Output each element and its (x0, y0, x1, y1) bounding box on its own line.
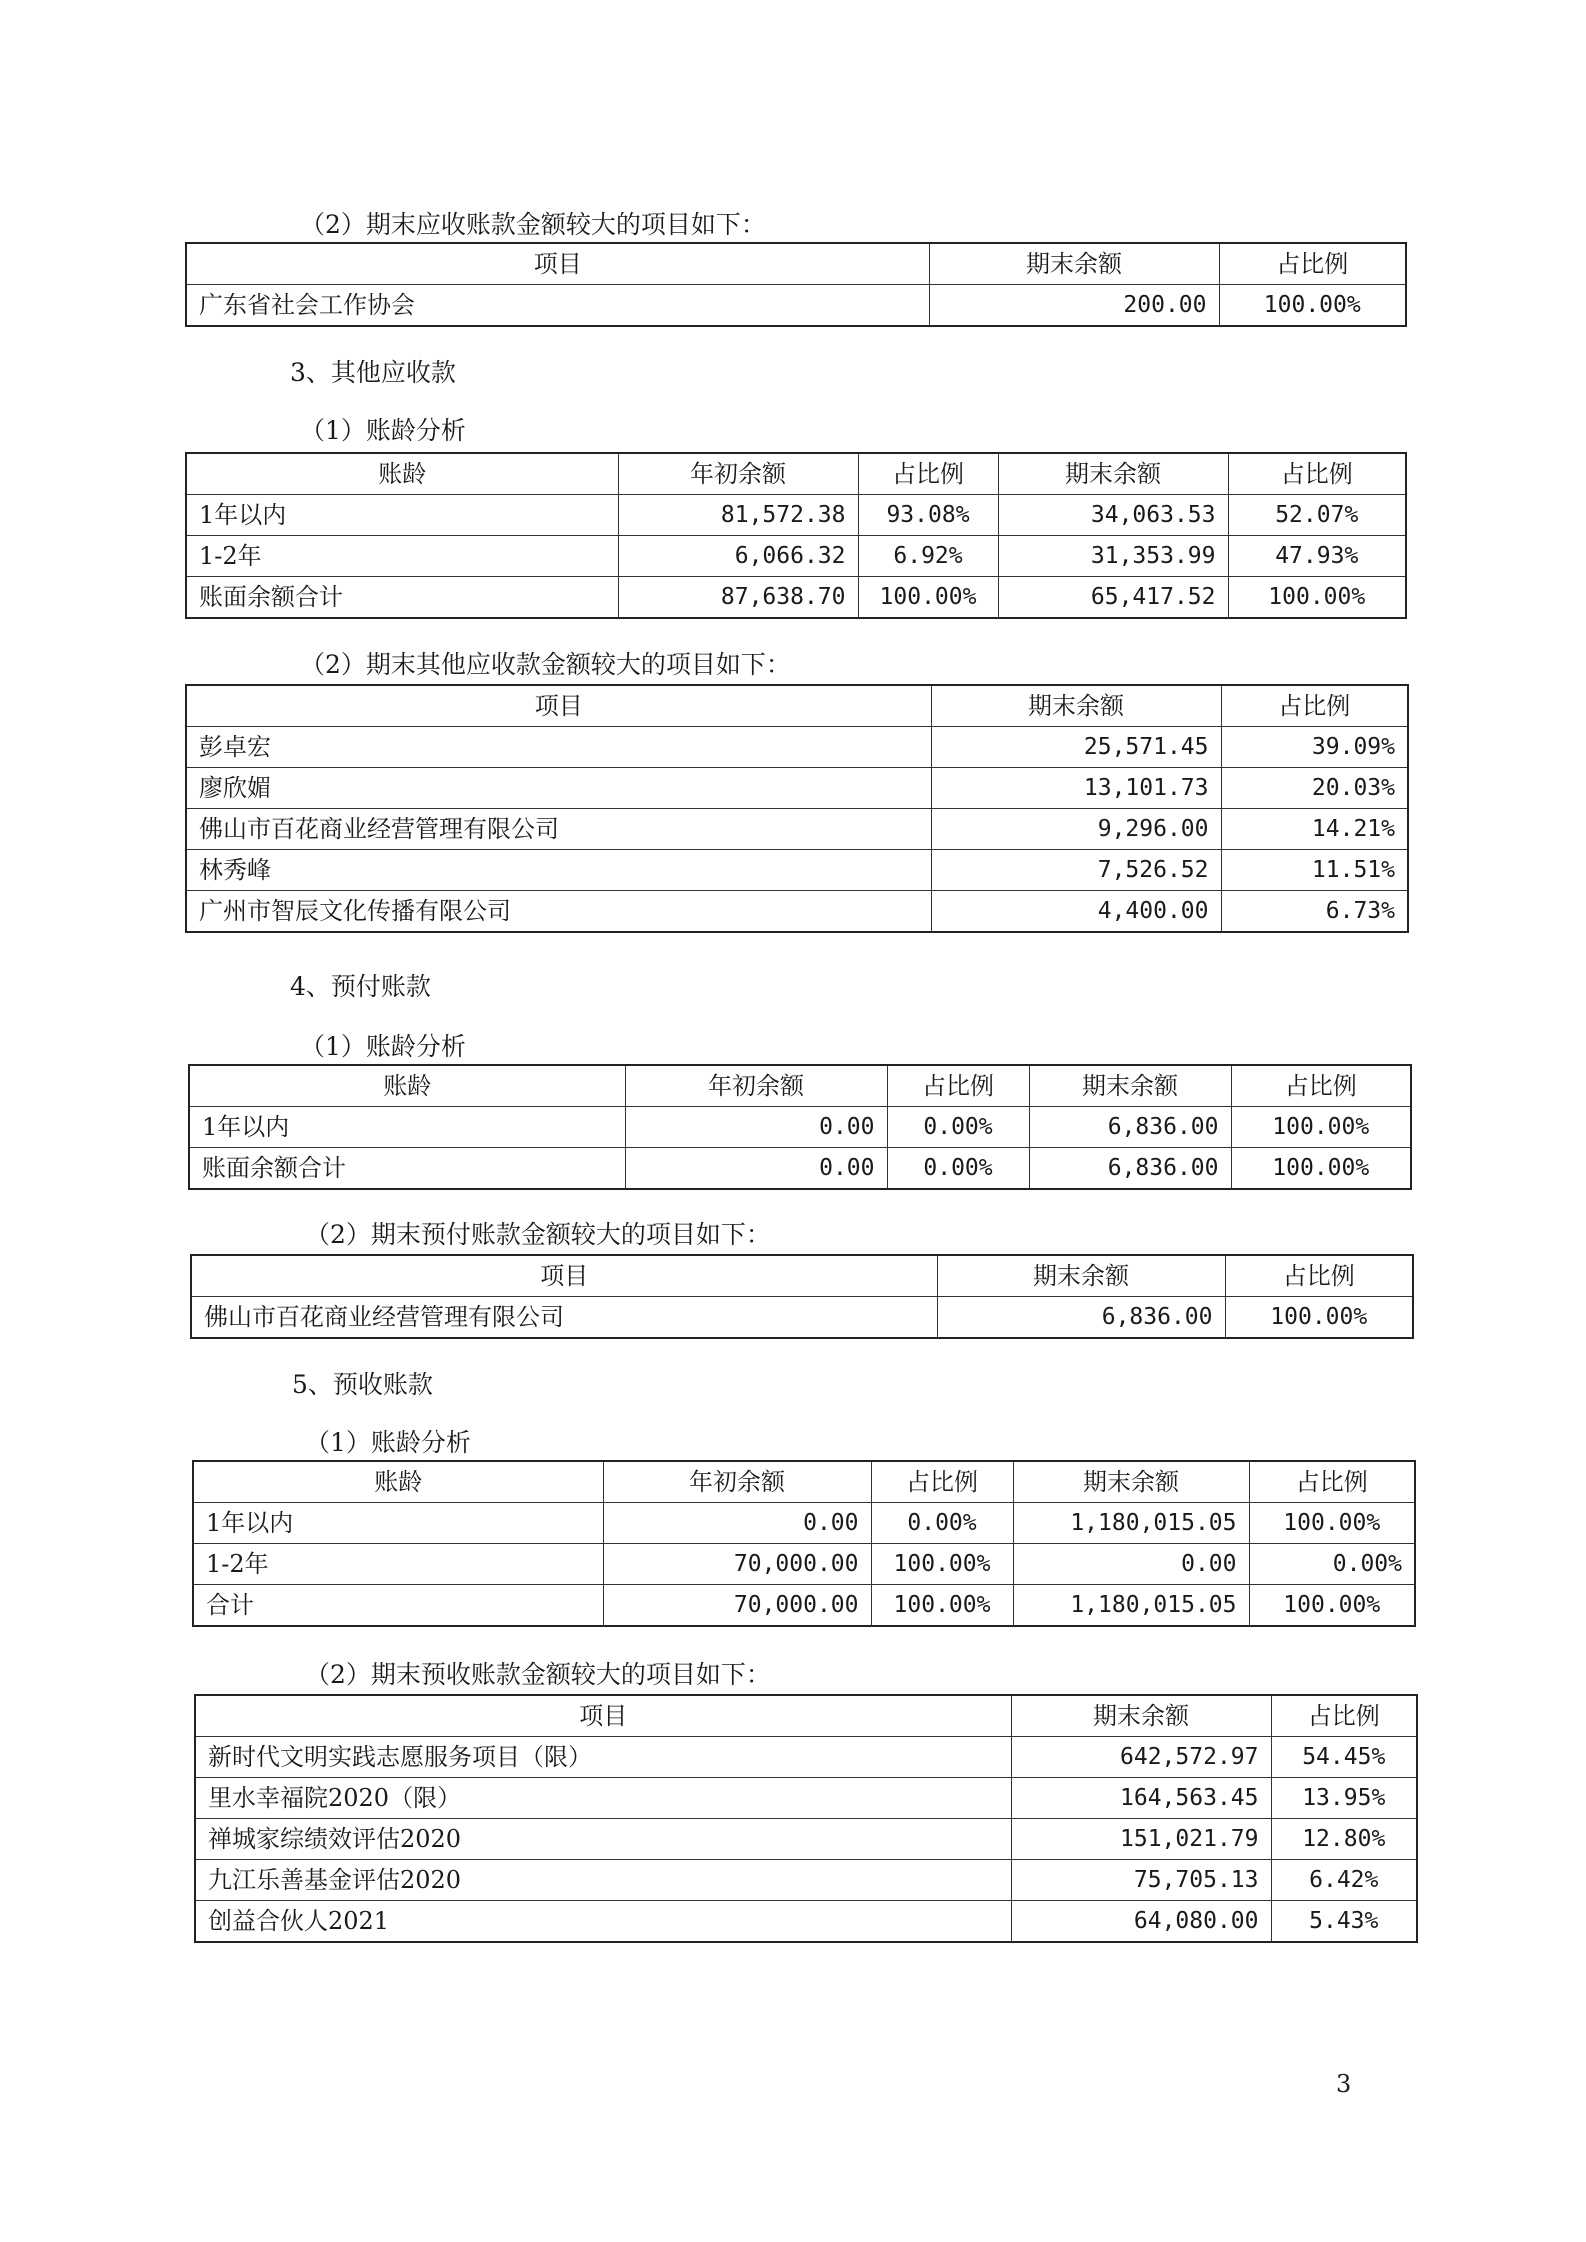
cell-begin-balance: 0.00 (625, 1107, 887, 1148)
table-row (193, 1503, 1415, 1544)
header-ratio: 占比例 (858, 453, 998, 495)
cell-begin-ratio: 93.08% (858, 495, 998, 536)
cell-aging: 1-2年 (193, 1544, 603, 1585)
header-ratio: 占比例 (1231, 1065, 1411, 1107)
table-row (191, 1297, 1413, 1339)
cell-end-balance: 642,572.97 (1011, 1737, 1271, 1778)
prepay-aging-table (188, 1064, 1412, 1190)
cell-end-balance: 6,836.00 (1029, 1148, 1231, 1190)
cell-end-balance: 13,101.73 (931, 768, 1221, 809)
cell-end-ratio: 100.00% (1249, 1585, 1415, 1627)
cell-item: 里水幸福院2020（限） (195, 1778, 1011, 1819)
cell-ratio: 6.42% (1271, 1860, 1417, 1901)
adv-recv-aging-table (192, 1460, 1416, 1627)
cell-begin-ratio: 0.00% (871, 1503, 1013, 1544)
cell-end-balance: 200.00 (929, 285, 1219, 327)
cell-begin-ratio: 0.00% (887, 1107, 1029, 1148)
cell-ratio: 11.51% (1221, 850, 1408, 891)
cell-item: 九江乐善基金评估2020 (195, 1860, 1011, 1901)
header-ratio: 占比例 (871, 1461, 1013, 1503)
header-item: 项目 (186, 243, 929, 285)
other-recv-large-title: （2）期末其他应收款金额较大的项目如下： (300, 650, 791, 679)
cell-item: 广东省社会工作协会 (186, 285, 929, 327)
cell-end-balance: 31,353.99 (998, 536, 1228, 577)
header-begin-balance: 年初余额 (625, 1065, 887, 1107)
table-header-row (186, 685, 1408, 727)
cell-begin-balance: 81,572.38 (618, 495, 858, 536)
table-row (186, 285, 1406, 327)
cell-begin-balance: 0.00 (603, 1503, 871, 1544)
cell-end-balance: 34,063.53 (998, 495, 1228, 536)
cell-aging: 1年以内 (189, 1107, 625, 1148)
cell-begin-balance: 70,000.00 (603, 1544, 871, 1585)
cell-end-balance: 25,571.45 (931, 727, 1221, 768)
cell-item: 廖欣媚 (186, 768, 931, 809)
cell-end-balance: 6,836.00 (1029, 1107, 1231, 1148)
cell-item: 禅城家综绩效评估2020 (195, 1819, 1011, 1860)
cell-begin-balance: 70,000.00 (603, 1585, 871, 1627)
cell-begin-ratio: 100.00% (871, 1544, 1013, 1585)
header-ratio: 占比例 (1219, 243, 1406, 285)
ar-large-table (185, 242, 1407, 327)
table-row (189, 1107, 1411, 1148)
cell-end-balance: 0.00 (1013, 1544, 1249, 1585)
table-row (195, 1819, 1417, 1860)
header-ratio: 占比例 (1225, 1255, 1413, 1297)
table-header-row (186, 453, 1406, 495)
table-row (186, 850, 1408, 891)
cell-item: 彭卓宏 (186, 727, 931, 768)
cell-end-balance: 6,836.00 (937, 1297, 1225, 1339)
table-row (186, 768, 1408, 809)
cell-end-balance: 164,563.45 (1011, 1778, 1271, 1819)
cell-begin-balance: 87,638.70 (618, 577, 858, 619)
other-recv-aging-title: （1）账龄分析 (300, 416, 466, 445)
cell-item: 创益合伙人2021 (195, 1901, 1011, 1943)
cell-begin-ratio: 100.00% (858, 577, 998, 619)
cell-end-ratio: 52.07% (1228, 495, 1406, 536)
table-row (195, 1778, 1417, 1819)
prepay-large-title: （2）期末预付账款金额较大的项目如下： (305, 1220, 771, 1249)
cell-end-balance: 7,526.52 (931, 850, 1221, 891)
cell-begin-balance: 0.00 (625, 1148, 887, 1190)
cell-end-ratio: 100.00% (1231, 1107, 1411, 1148)
cell-ratio: 39.09% (1221, 727, 1408, 768)
header-item: 项目 (191, 1255, 937, 1297)
cell-end-balance: 1,180,015.05 (1013, 1585, 1249, 1627)
header-begin-balance: 年初余额 (603, 1461, 871, 1503)
header-end-balance: 期末余额 (1011, 1695, 1271, 1737)
cell-end-ratio: 47.93% (1228, 536, 1406, 577)
cell-ratio: 14.21% (1221, 809, 1408, 850)
cell-aging: 账面余额合计 (189, 1148, 625, 1190)
cell-item: 佛山市百花商业经营管理有限公司 (186, 809, 931, 850)
prepay-large-table (190, 1254, 1414, 1339)
cell-end-ratio: 100.00% (1231, 1148, 1411, 1190)
cell-end-balance: 65,417.52 (998, 577, 1228, 619)
cell-item: 佛山市百花商业经营管理有限公司 (191, 1297, 937, 1339)
header-begin-balance: 年初余额 (618, 453, 858, 495)
cell-ratio: 100.00% (1219, 285, 1406, 327)
cell-aging: 账面余额合计 (186, 577, 618, 619)
cell-end-balance: 64,080.00 (1011, 1901, 1271, 1943)
adv-recv-large-table (194, 1694, 1418, 1943)
header-ratio: 占比例 (1221, 685, 1408, 727)
adv-recv-aging-title: （1）账龄分析 (305, 1428, 471, 1457)
cell-aging: 1-2年 (186, 536, 618, 577)
cell-end-balance: 9,296.00 (931, 809, 1221, 850)
table-row (186, 809, 1408, 850)
table-row (193, 1544, 1415, 1585)
page-number: 3 (1336, 2070, 1352, 2098)
cell-aging: 1年以内 (186, 495, 618, 536)
adv-recv-title: 5、预收账款 (292, 1370, 433, 1399)
table-header-row (191, 1255, 1413, 1297)
cell-end-ratio: 100.00% (1249, 1503, 1415, 1544)
ar-large-title: （2）期末应收账款金额较大的项目如下： (300, 210, 766, 239)
cell-ratio: 54.45% (1271, 1737, 1417, 1778)
prepay-aging-title: （1）账龄分析 (300, 1032, 466, 1061)
header-end-balance: 期末余额 (929, 243, 1219, 285)
table-header-row (195, 1695, 1417, 1737)
table-row (186, 495, 1406, 536)
table-row (186, 577, 1406, 619)
cell-aging: 合计 (193, 1585, 603, 1627)
table-row (186, 536, 1406, 577)
other-recv-large-table (185, 684, 1409, 933)
cell-item: 林秀峰 (186, 850, 931, 891)
table-row (195, 1860, 1417, 1901)
cell-end-balance: 75,705.13 (1011, 1860, 1271, 1901)
header-ratio: 占比例 (1249, 1461, 1415, 1503)
cell-aging: 1年以内 (193, 1503, 603, 1544)
cell-begin-ratio: 100.00% (871, 1585, 1013, 1627)
cell-end-balance: 4,400.00 (931, 891, 1221, 933)
table-header-row (193, 1461, 1415, 1503)
header-end-balance: 期末余额 (1029, 1065, 1231, 1107)
header-end-balance: 期末余额 (931, 685, 1221, 727)
prepay-title: 4、预付账款 (290, 972, 431, 1001)
header-item: 项目 (186, 685, 931, 727)
cell-item: 新时代文明实践志愿服务项目（限） (195, 1737, 1011, 1778)
table-header-row (189, 1065, 1411, 1107)
table-row (186, 727, 1408, 768)
cell-begin-ratio: 0.00% (887, 1148, 1029, 1190)
cell-end-balance: 1,180,015.05 (1013, 1503, 1249, 1544)
table-header-row (186, 243, 1406, 285)
header-aging: 账龄 (189, 1065, 625, 1107)
cell-ratio: 12.80% (1271, 1819, 1417, 1860)
cell-ratio: 6.73% (1221, 891, 1408, 933)
table-row (186, 891, 1408, 933)
table-row (195, 1901, 1417, 1943)
header-aging: 账龄 (186, 453, 618, 495)
cell-end-ratio: 0.00% (1249, 1544, 1415, 1585)
table-row (189, 1148, 1411, 1190)
header-ratio: 占比例 (1228, 453, 1406, 495)
cell-begin-balance: 6,066.32 (618, 536, 858, 577)
cell-begin-ratio: 6.92% (858, 536, 998, 577)
cell-ratio: 100.00% (1225, 1297, 1413, 1339)
header-end-balance: 期末余额 (998, 453, 1228, 495)
table-row (193, 1585, 1415, 1627)
cell-ratio: 20.03% (1221, 768, 1408, 809)
cell-end-balance: 151,021.79 (1011, 1819, 1271, 1860)
header-end-balance: 期末余额 (937, 1255, 1225, 1297)
cell-ratio: 13.95% (1271, 1778, 1417, 1819)
header-aging: 账龄 (193, 1461, 603, 1503)
table-row (195, 1737, 1417, 1778)
cell-end-ratio: 100.00% (1228, 577, 1406, 619)
cell-ratio: 5.43% (1271, 1901, 1417, 1943)
other-recv-title: 3、其他应收款 (290, 358, 456, 387)
header-ratio: 占比例 (887, 1065, 1029, 1107)
header-end-balance: 期末余额 (1013, 1461, 1249, 1503)
header-item: 项目 (195, 1695, 1011, 1737)
cell-item: 广州市智辰文化传播有限公司 (186, 891, 931, 933)
header-ratio: 占比例 (1271, 1695, 1417, 1737)
adv-recv-large-title: （2）期末预收账款金额较大的项目如下： (305, 1660, 771, 1689)
other-recv-aging-table-complete (185, 452, 1407, 619)
